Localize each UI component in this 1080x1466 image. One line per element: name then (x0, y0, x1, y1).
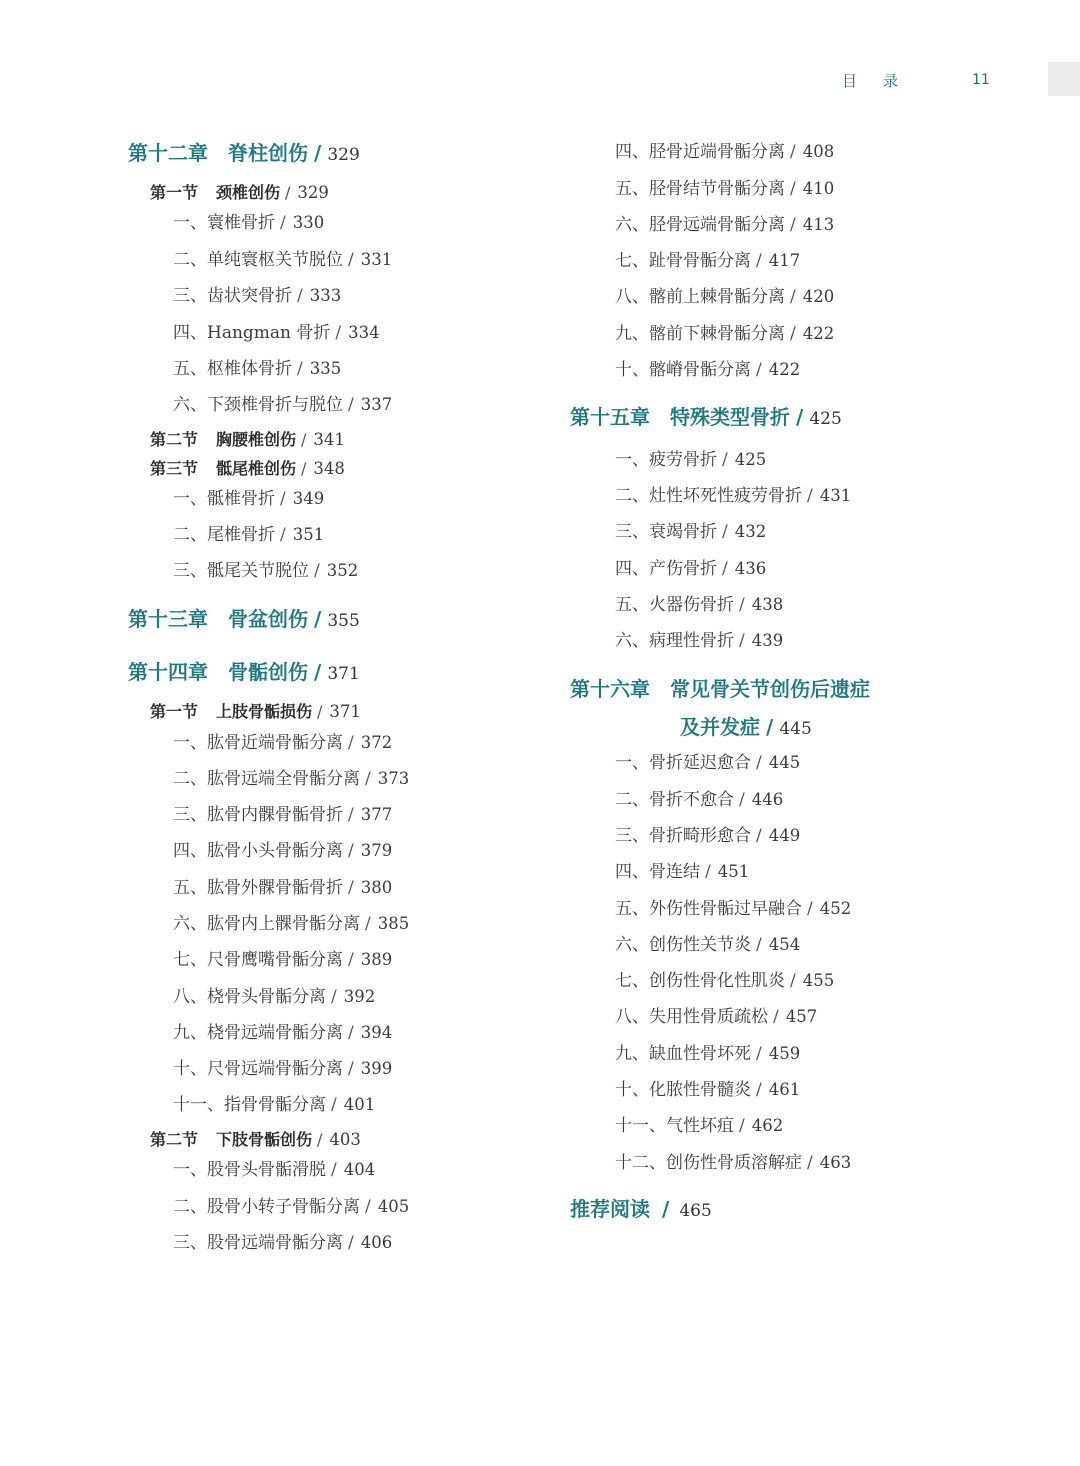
toc-item[interactable] (615, 1002, 817, 1027)
page-separator: / (756, 826, 762, 846)
item-title: 五、胫骨结节骨骺分离 (615, 179, 785, 199)
toc-item[interactable] (615, 821, 800, 846)
page-separator: / (317, 702, 323, 721)
page-separator: / (662, 1197, 670, 1221)
page-ref: 403 (329, 1130, 361, 1149)
item-title: 十、化脓性骨髓炎 (615, 1080, 751, 1100)
page-separator: / (756, 1080, 762, 1100)
section-title: 上肢骨骺损伤 (216, 702, 313, 721)
item-title: 十、尺骨远端骨骺分离 (173, 1059, 343, 1079)
page-separator: / (756, 251, 762, 271)
page-ref: 465 (679, 1201, 712, 1221)
page-separator: / (807, 1153, 813, 1173)
page-ref: 329 (297, 183, 329, 202)
item-title: 三、骨折畸形愈合 (615, 826, 751, 846)
page-ref: 404 (343, 1160, 376, 1179)
item-title: 二、骨折不愈合 (615, 790, 734, 810)
page-separator: / (807, 899, 813, 919)
toc-item[interactable] (615, 355, 800, 380)
toc-item[interactable] (615, 785, 783, 810)
toc-item[interactable] (173, 945, 392, 970)
page-separator: / (297, 286, 303, 306)
page-separator: / (348, 1233, 354, 1253)
page-separator: / (807, 486, 813, 506)
toc-item[interactable] (615, 1148, 851, 1173)
page-separator: / (790, 215, 796, 235)
page-separator: / (705, 862, 711, 882)
item-title: 二、尾椎骨折 (173, 525, 275, 545)
item-title: 一、寰椎骨折 (173, 213, 275, 233)
page-ref: 399 (360, 1059, 393, 1078)
section-title: 颈椎创伤 (216, 183, 281, 202)
page-ref: 449 (768, 826, 801, 845)
toc-item[interactable] (615, 174, 834, 199)
item-title: 二、肱骨远端全骨骺分离 (173, 769, 360, 789)
item-title: 五、外伤性骨骺过早融合 (615, 899, 802, 919)
page-separator: / (796, 405, 804, 429)
section-number: 第三节 (150, 459, 199, 478)
page-ref: 385 (377, 914, 410, 933)
toc-item[interactable] (615, 210, 834, 235)
toc-section[interactable] (150, 427, 345, 450)
toc-item[interactable] (615, 481, 851, 506)
page-ref: 459 (768, 1044, 801, 1063)
item-title: 一、疲劳骨折 (615, 450, 717, 470)
toc-item[interactable] (173, 1054, 392, 1079)
item-title: 四、Hangman 骨折 (173, 323, 331, 343)
item-title: 六、肱骨内上髁骨骺分离 (173, 914, 360, 934)
item-title: 六、病理性骨折 (615, 631, 734, 651)
section-title: 下肢骨骺创伤 (216, 1130, 313, 1149)
chapter-number: 第十六章 (570, 677, 650, 701)
page-separator: / (365, 1197, 371, 1217)
page-separator: / (285, 183, 291, 202)
item-title: 四、骨连结 (615, 862, 700, 882)
toc-item[interactable] (173, 764, 409, 789)
page-ref: 420 (802, 287, 835, 306)
toc-item[interactable] (173, 208, 324, 233)
section-number: 第一节 (150, 702, 199, 721)
page-separator: / (722, 450, 728, 470)
page-separator: / (756, 360, 762, 380)
toc-item[interactable] (615, 930, 800, 955)
page-ref: 417 (768, 251, 801, 270)
toc-chapter[interactable] (570, 673, 870, 740)
chapter-title-line1: 常见骨关节创伤后遗症 (670, 677, 870, 701)
toc-section[interactable] (150, 1127, 361, 1150)
toc-item[interactable] (173, 318, 380, 343)
page-separator: / (348, 1059, 354, 1079)
page-separator: / (739, 790, 745, 810)
page-ref: 331 (360, 250, 393, 269)
toc-item[interactable] (615, 748, 800, 773)
page-separator: / (365, 914, 371, 934)
item-title: 三、股骨远端骨骺分离 (173, 1233, 343, 1253)
item-title: 四、肱骨小头骨骺分离 (173, 841, 343, 861)
toc-item[interactable] (173, 520, 324, 545)
toc-chapter[interactable] (128, 656, 360, 685)
page-ref: 401 (343, 1095, 376, 1114)
toc-item[interactable] (173, 245, 392, 270)
page-separator: / (314, 607, 322, 631)
page-separator: / (348, 1023, 354, 1043)
page-ref: 425 (809, 409, 842, 429)
page-ref: 445 (768, 753, 801, 772)
page-separator: / (756, 1044, 762, 1064)
page-ref: 422 (802, 324, 835, 343)
item-title: 六、胫骨远端骨骺分离 (615, 215, 785, 235)
chapter-title: 骨盆创伤 (228, 607, 308, 631)
page-ref: 333 (309, 286, 342, 305)
toc-chapter[interactable] (128, 603, 360, 632)
page-separator: / (756, 753, 762, 773)
page-ref: 351 (292, 525, 325, 544)
toc-item[interactable] (173, 1155, 375, 1180)
toc-item[interactable] (173, 836, 392, 861)
page-ref: 349 (292, 489, 325, 508)
page-ref: 454 (768, 935, 801, 954)
toc-item[interactable] (615, 590, 783, 615)
page-ref: 422 (768, 360, 801, 379)
page-ref: 431 (819, 486, 852, 505)
page-ref: 348 (313, 459, 345, 478)
item-title: 十、髂嵴骨骺分离 (615, 360, 751, 380)
page-ref: 373 (377, 769, 410, 788)
toc-item[interactable] (173, 354, 341, 379)
toc-item[interactable] (615, 282, 834, 307)
page-ref: 413 (802, 215, 835, 234)
item-title: 一、骶椎骨折 (173, 489, 275, 509)
toc-section[interactable] (150, 180, 329, 203)
item-title: 三、齿状突骨折 (173, 286, 292, 306)
item-title: 五、枢椎体骨折 (173, 359, 292, 379)
page-ref: 330 (292, 213, 325, 232)
page-ref: 436 (734, 559, 767, 578)
toc-item[interactable] (615, 246, 800, 271)
page-separator: / (739, 631, 745, 651)
toc-item[interactable] (173, 873, 392, 898)
item-title: 八、髂前上棘骨骺分离 (615, 287, 785, 307)
toc-item[interactable] (615, 319, 834, 344)
page-separator: / (722, 559, 728, 579)
page-separator: / (331, 1160, 337, 1180)
toc-item[interactable] (173, 909, 409, 934)
toc-item[interactable] (173, 1192, 409, 1217)
item-title: 一、骨折延迟愈合 (615, 753, 751, 773)
page-ref: 457 (785, 1007, 818, 1026)
toc-section[interactable] (150, 456, 345, 479)
item-title: 七、趾骨骨骺分离 (615, 251, 751, 271)
page-ref: 461 (768, 1080, 801, 1099)
page-ref: 452 (819, 899, 852, 918)
page-separator: / (766, 715, 774, 739)
item-title: 二、单纯寰枢关节脱位 (173, 250, 343, 270)
item-title: 七、尺骨鹰嘴骨骺分离 (173, 950, 343, 970)
page-separator: / (365, 769, 371, 789)
toc-chapter[interactable] (570, 401, 842, 430)
toc-item[interactable] (173, 1090, 375, 1115)
page-ref: 392 (343, 987, 376, 1006)
item-title: 三、肱骨内髁骨骺骨折 (173, 805, 343, 825)
page-separator: / (790, 287, 796, 307)
page-separator: / (756, 935, 762, 955)
toc-section[interactable] (150, 699, 361, 722)
page-separator: / (348, 733, 354, 753)
page-ref: 377 (360, 805, 393, 824)
page-separator: / (280, 489, 286, 509)
item-title: 二、灶性坏死性疲劳骨折 (615, 486, 802, 506)
page-ref: 379 (360, 841, 393, 860)
toc-item[interactable] (615, 137, 834, 162)
page-separator: / (790, 324, 796, 344)
chapter-number: 第十二章 (128, 141, 208, 165)
page-ref: 380 (360, 878, 393, 897)
page-ref: 439 (751, 631, 784, 650)
page-ref: 337 (360, 395, 393, 414)
item-title: 九、缺血性骨坏死 (615, 1044, 751, 1064)
section-title: 胸腰椎创伤 (216, 430, 297, 449)
page-ref: 406 (360, 1233, 393, 1252)
item-title: 一、股骨头骨骺滑脱 (173, 1160, 326, 1180)
page-ref: 451 (717, 862, 750, 881)
toc-item[interactable] (173, 1228, 392, 1253)
page-separator: / (297, 359, 303, 379)
toc-item[interactable] (173, 390, 392, 415)
page-separator: / (301, 459, 307, 478)
page-separator: / (314, 660, 322, 684)
page-separator: / (348, 878, 354, 898)
item-title: 三、衰竭骨折 (615, 522, 717, 542)
page-separator: / (301, 430, 307, 449)
chapter-number: 第十三章 (128, 607, 208, 631)
toc-item[interactable] (615, 857, 749, 882)
chapter-title: 特殊类型骨折 (670, 405, 790, 429)
page-separator: / (722, 522, 728, 542)
page-separator: / (773, 1007, 779, 1027)
item-title: 四、胫骨近端骨骺分离 (615, 142, 785, 162)
chapter-number: 第十五章 (570, 405, 650, 429)
toc-chapter[interactable] (128, 137, 360, 166)
running-header-title: 目录 (842, 72, 925, 90)
page-separator: / (348, 395, 354, 415)
item-title: 八、失用性骨质疏松 (615, 1007, 768, 1027)
page-separator: / (331, 1095, 337, 1115)
page-ref: 389 (360, 950, 393, 969)
chapter-title: 骨骺创伤 (228, 660, 308, 684)
toc-item[interactable] (615, 1075, 800, 1100)
page-separator: / (739, 1116, 745, 1136)
toc-item[interactable] (173, 800, 392, 825)
page-ref: 463 (819, 1153, 852, 1172)
toc-item[interactable] (173, 281, 341, 306)
item-title: 六、创伤性关节炎 (615, 935, 751, 955)
page-separator: / (739, 595, 745, 615)
page-ref: 425 (734, 450, 767, 469)
item-title: 十二、创伤性骨质溶解症 (615, 1153, 802, 1173)
page-ref: 455 (802, 971, 835, 990)
section-number: 第二节 (150, 430, 199, 449)
section-title: 骶尾椎创伤 (216, 459, 297, 478)
item-title: 一、肱骨近端骨骺分离 (173, 733, 343, 753)
page-number: 11 (972, 72, 990, 88)
item-title: 五、火器伤骨折 (615, 595, 734, 615)
toc-item[interactable] (615, 1111, 783, 1136)
toc-item[interactable] (173, 1018, 392, 1043)
page-separator: / (280, 525, 286, 545)
appendix-title: 推荐阅读 (570, 1197, 650, 1221)
page-ref: 408 (802, 142, 835, 161)
chapter-title-line2: 及并发症 (680, 715, 760, 739)
toc-item[interactable] (615, 445, 766, 470)
page-ref: 352 (326, 561, 359, 580)
page-ref: 410 (802, 179, 835, 198)
section-number: 第一节 (150, 183, 199, 202)
toc-item[interactable] (173, 556, 358, 581)
page-separator: / (317, 1130, 323, 1149)
chapter-number: 第十四章 (128, 660, 208, 684)
item-title: 九、桡骨远端骨骺分离 (173, 1023, 343, 1043)
page-separator: / (348, 950, 354, 970)
toc-item[interactable] (615, 554, 766, 579)
page-separator: / (331, 987, 337, 1007)
item-title: 五、肱骨外髁骨骺骨折 (173, 878, 343, 898)
page-separator: / (348, 250, 354, 270)
page-ref: 355 (327, 611, 360, 631)
chapter-title: 脊柱创伤 (228, 141, 308, 165)
item-title: 九、髂前下棘骨骺分离 (615, 324, 785, 344)
page-separator: / (348, 841, 354, 861)
page-ref: 394 (360, 1023, 393, 1042)
section-number: 第二节 (150, 1130, 199, 1149)
page-separator: / (348, 805, 354, 825)
toc-item[interactable] (615, 626, 783, 651)
page-separator: / (790, 142, 796, 162)
page-separator: / (335, 323, 342, 343)
toc-item[interactable] (615, 894, 851, 919)
item-title: 七、创伤性骨化性肌炎 (615, 971, 785, 991)
item-title: 三、骶尾关节脱位 (173, 561, 309, 581)
toc-item[interactable] (615, 966, 834, 991)
page-separator: / (280, 213, 286, 233)
page-ref: 372 (360, 733, 393, 752)
page-edge-tab (1048, 62, 1080, 96)
page-ref: 335 (309, 359, 342, 378)
page-separator: / (790, 179, 796, 199)
toc-item[interactable] (615, 1039, 800, 1064)
toc-item[interactable] (173, 484, 324, 509)
toc-item[interactable] (173, 728, 392, 753)
page-ref: 371 (327, 664, 360, 684)
page-ref: 405 (377, 1197, 410, 1216)
toc-item[interactable] (615, 517, 766, 542)
page-ref: 329 (327, 145, 360, 165)
toc-item[interactable] (173, 982, 375, 1007)
toc-appendix[interactable] (570, 1193, 712, 1222)
page-ref: 432 (734, 522, 767, 541)
item-title: 十一、指骨骨骺分离 (173, 1095, 326, 1115)
page-ref: 438 (751, 595, 784, 614)
item-title: 十一、气性坏疽 (615, 1116, 734, 1136)
page-ref: 334 (348, 323, 380, 342)
item-title: 四、产伤骨折 (615, 559, 717, 579)
page-ref: 462 (751, 1116, 784, 1135)
page-separator: / (314, 561, 320, 581)
page-separator: / (790, 971, 796, 991)
item-title: 八、桡骨头骨骺分离 (173, 987, 326, 1007)
page-ref: 445 (779, 719, 812, 739)
item-title: 六、下颈椎骨折与脱位 (173, 395, 343, 415)
item-title: 二、股骨小转子骨骺分离 (173, 1197, 360, 1217)
page-ref: 446 (751, 790, 784, 809)
page-ref: 371 (329, 702, 361, 721)
page-separator: / (314, 141, 322, 165)
page-ref: 341 (313, 430, 345, 449)
